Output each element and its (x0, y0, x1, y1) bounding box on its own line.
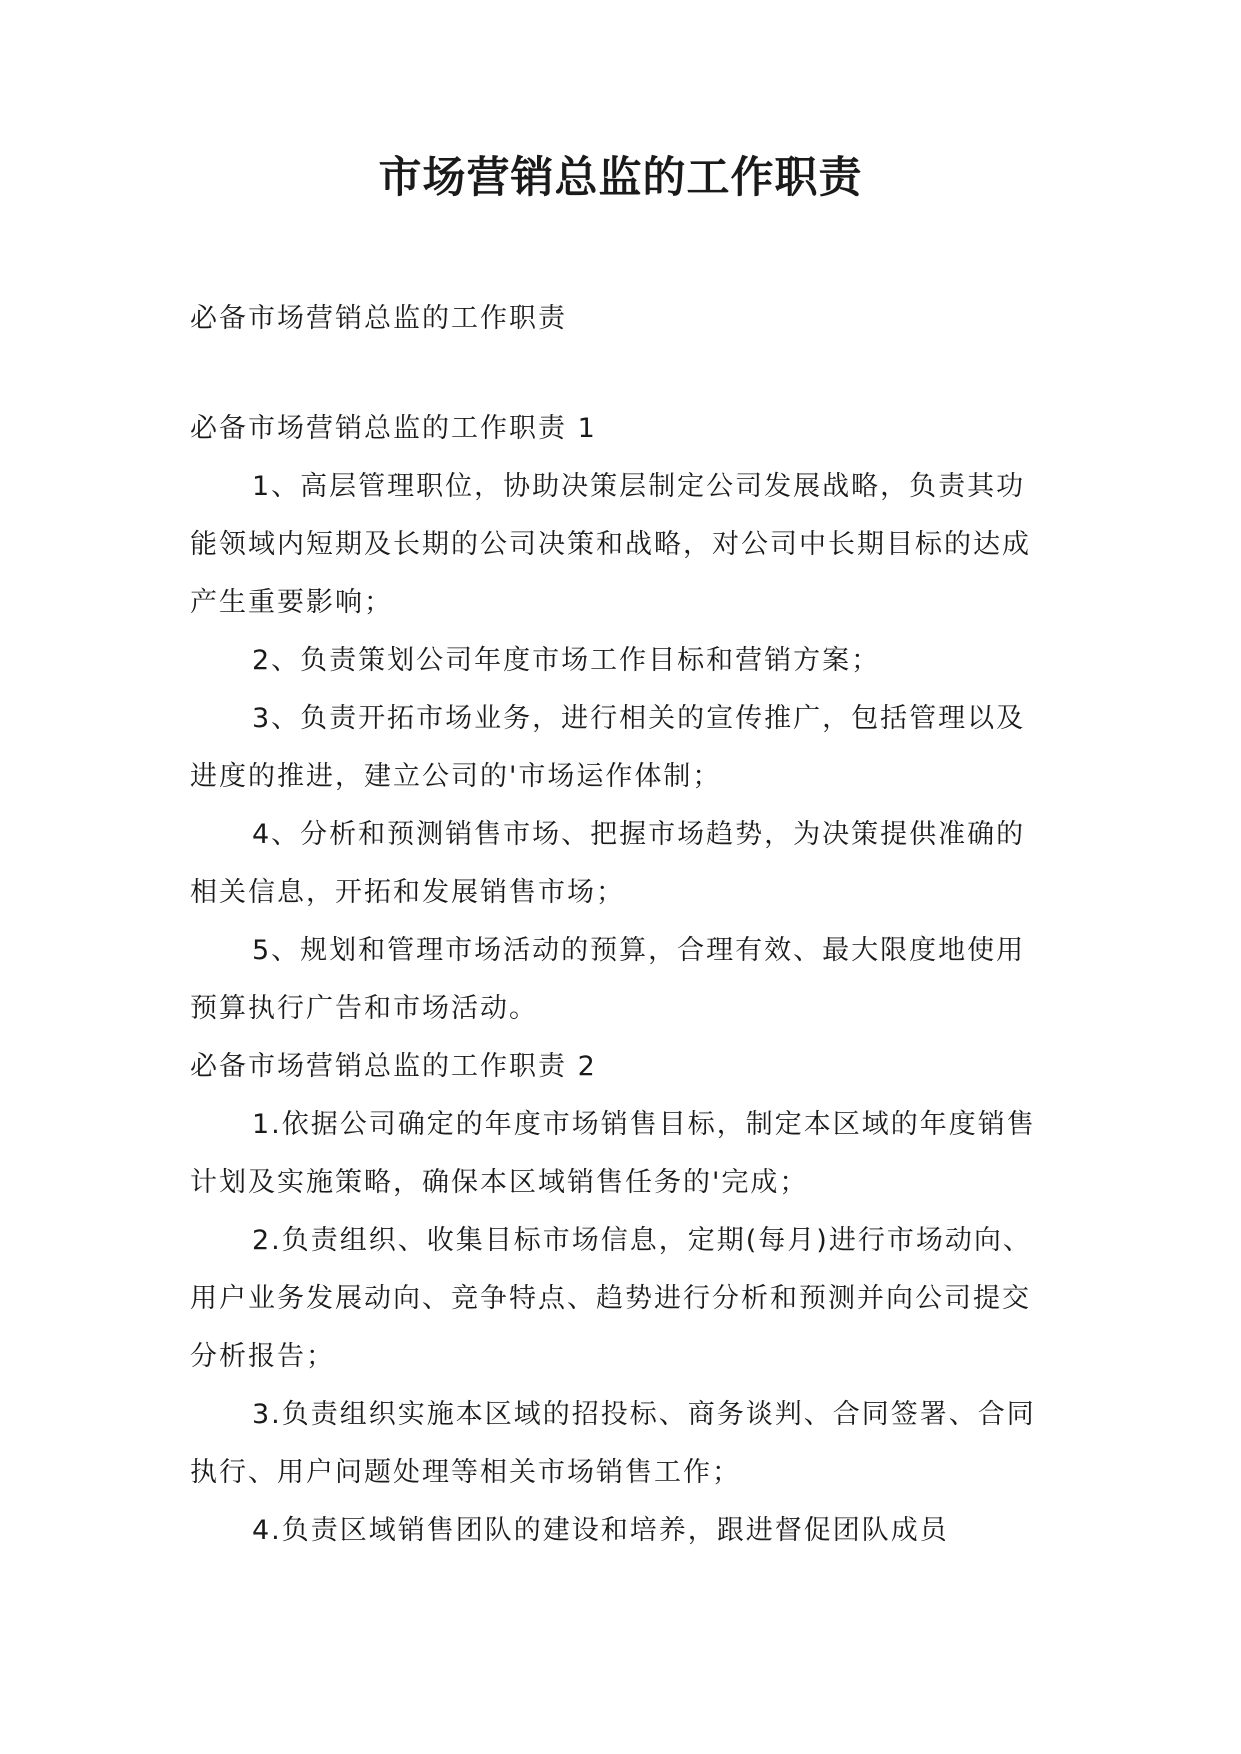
section-1-item-5: 5、规划和管理市场活动的预算，合理有效、最大限度地使用预算执行广告和市场活动。 (190, 935, 1026, 1024)
document-title: 市场营销总监的工作职责 (378, 153, 863, 203)
section-1-item-3: 3、负责开拓市场业务，进行相关的宣传推广，包括管理以及进度的推进，建立公司的'市场运作体制； (190, 703, 1026, 792)
section-2-item-1: 1.依据公司确定的年度市场销售目标，制定本区域的年度销售计划及实施策略，确保本区域销售任务的'完成； (190, 1109, 1036, 1198)
section-2-heading: 必备市场营销总监的工作职责 2 (190, 1051, 597, 1082)
document-body (190, 290, 1050, 1560)
section-2-item-2: 2.负责组织、收集目标市场信息，定期(每月)进行市场动向、用户业务发展动向、竞争特点、趋势进行分析和预测并向公司提交分析报告； (190, 1225, 1032, 1372)
document-subtitle: 必备市场营销总监的工作职责 (190, 303, 567, 334)
section-1-item-1: 1、高层管理职位，协助决策层制定公司发展战略，负责其功能领域内短期及长期的公司决策和战略，对公司中长期目标的达成产生重要影响； (190, 471, 1031, 618)
section-2-item-4: 4.负责区域销售团队的建设和培养，跟进督促团队成员 (252, 1515, 949, 1546)
section-1-item-4: 4、分析和预测销售市场、把握市场趋势，为决策提供准确的相关信息，开拓和发展销售市场； (190, 819, 1026, 908)
section-1-item-2: 2、负责策划公司年度市场工作目标和营销方案； (252, 645, 881, 676)
section-1-heading: 必备市场营销总监的工作职责 1 (190, 413, 597, 444)
section-2-item-3: 3.负责组织实施本区域的招投标、商务谈判、合同签署、合同执行、用户问题处理等相关市场销售工作； (190, 1399, 1036, 1488)
